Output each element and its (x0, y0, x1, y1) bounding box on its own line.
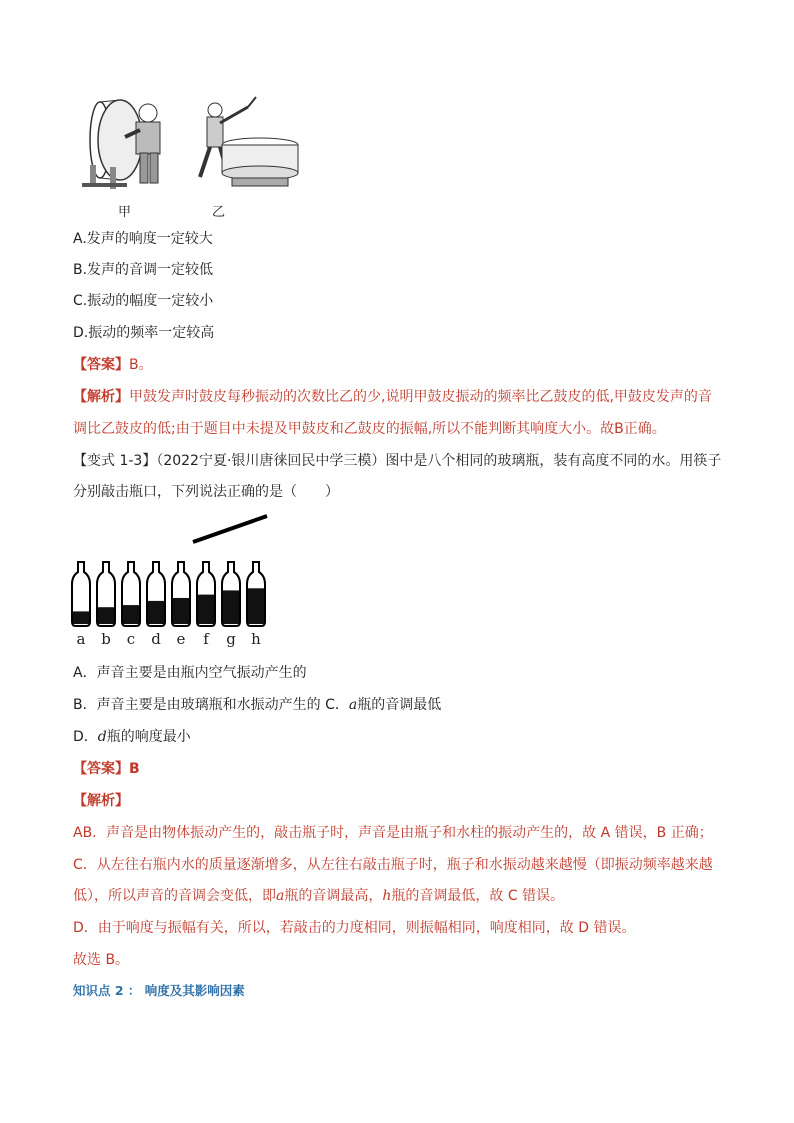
figure-label-jia: 甲 (118, 205, 132, 220)
bottle-label-e: e (176, 630, 186, 648)
q1-option-c: C.振动的幅度一定较小 (73, 293, 214, 309)
bottle-b (97, 562, 115, 626)
q1-option-b: B.发声的音调一定较低 (73, 262, 214, 278)
q2-title-line1 (73, 451, 721, 471)
answer-value: B。 (129, 357, 153, 373)
q2-option-b: B．声音主要是由玻璃瓶和水振动产生的 (73, 697, 321, 713)
bottle-d (147, 562, 165, 626)
analysis-tag: 【解析】 (73, 389, 129, 405)
bottle-label-g: g (226, 630, 236, 648)
q2-title-text: （2022宁夏·银川唐徕回民中学三模）图中是八个相同的玻璃瓶，装有高度不同的水。用筷子 (156, 453, 722, 469)
bottle-label-f: f (203, 630, 209, 648)
bottle-label-d: d (151, 630, 161, 648)
chopstick-illustration (190, 512, 270, 546)
bottle-g (222, 562, 240, 626)
q2-analysis-ab: AB．声音是由物体振动产生的，敲击瓶子时，声音是由瓶子和水柱的振动产生的，故 A 错误，B 正确； (73, 825, 713, 841)
bottle-f (197, 562, 215, 626)
q1-analysis-line1 (73, 387, 712, 407)
bottle-c (122, 562, 140, 626)
q2-analysis-d: D．由于响度与振幅有关，所以，若敲击的力度相同，则振幅相同，响度相同，故 D 错误。 (73, 920, 636, 936)
bottle-water (98, 607, 114, 624)
q2-analysis-tag: 【解析】 (73, 793, 129, 809)
q2-analysis-c-line2: 低），所以声音的音调会变低，即a瓶的音调最高，h瓶的音调最低，故 C 错误。 (73, 888, 565, 904)
drum-jia-illustration (82, 100, 160, 189)
q1-analysis-line2: 调比乙鼓皮的低;由于题目中未提及甲鼓皮和乙鼓皮的振幅,所以不能判断其响度大小。故B正确。 (73, 421, 666, 437)
q2-option-a: A．声音主要是由瓶内空气振动产生的 (73, 665, 307, 681)
bottle-a (72, 562, 90, 626)
q1-option-a: A.发声的响度一定较大 (73, 231, 213, 247)
bottle-h (247, 562, 265, 626)
drums-figure (70, 95, 300, 195)
bottle-water (223, 590, 239, 624)
analysis-text: 甲鼓发声时鼓皮每秒振动的次数比乙的少,说明甲鼓皮振动的频率比乙鼓皮的低,甲鼓皮发声的音 (129, 389, 712, 405)
section-heading: 知识点 2 ： 响度及其影响因素 (73, 983, 245, 998)
bottle-water (198, 595, 214, 624)
q2-answer: 【答案】B (73, 761, 140, 777)
q1-option-d: D.振动的频率一定较高 (73, 325, 215, 341)
bottle-water (173, 598, 189, 624)
bottle-e (172, 562, 190, 626)
q2-option-bc (73, 695, 441, 715)
bottle-water (123, 605, 139, 624)
q2-title-tag: 【变式 1-3】 (73, 453, 157, 469)
bottle-water (148, 601, 164, 624)
bottle-water (248, 588, 264, 624)
bottle-label-b: b (101, 630, 111, 648)
bottle-label-c: c (126, 630, 136, 648)
q2-title-line2: 分别敲击瓶口，下列说法正确的是（ ） (73, 484, 339, 500)
bottle-label-h: h (251, 630, 261, 648)
q2-conclusion: 故选 B。 (73, 952, 130, 968)
q1-answer (73, 355, 153, 375)
q2-analysis-c-line1: C．从左往右瓶内水的质量逐渐增多，从左往右敲击瓶子时，瓶子和水振动越来越慢（即振动频率越来越 (73, 857, 713, 873)
q2-option-c: C．a瓶的音调最低 (325, 697, 442, 713)
figure-label-yi: 乙 (212, 205, 226, 220)
q2-option-d: D．d瓶的响度最小 (73, 729, 191, 745)
bottle-water (73, 611, 89, 624)
bottle-label-a: a (76, 630, 86, 648)
answer-tag: 【答案】 (73, 357, 129, 373)
drum-yi-illustration (200, 97, 298, 186)
bottles-figure (70, 560, 270, 628)
